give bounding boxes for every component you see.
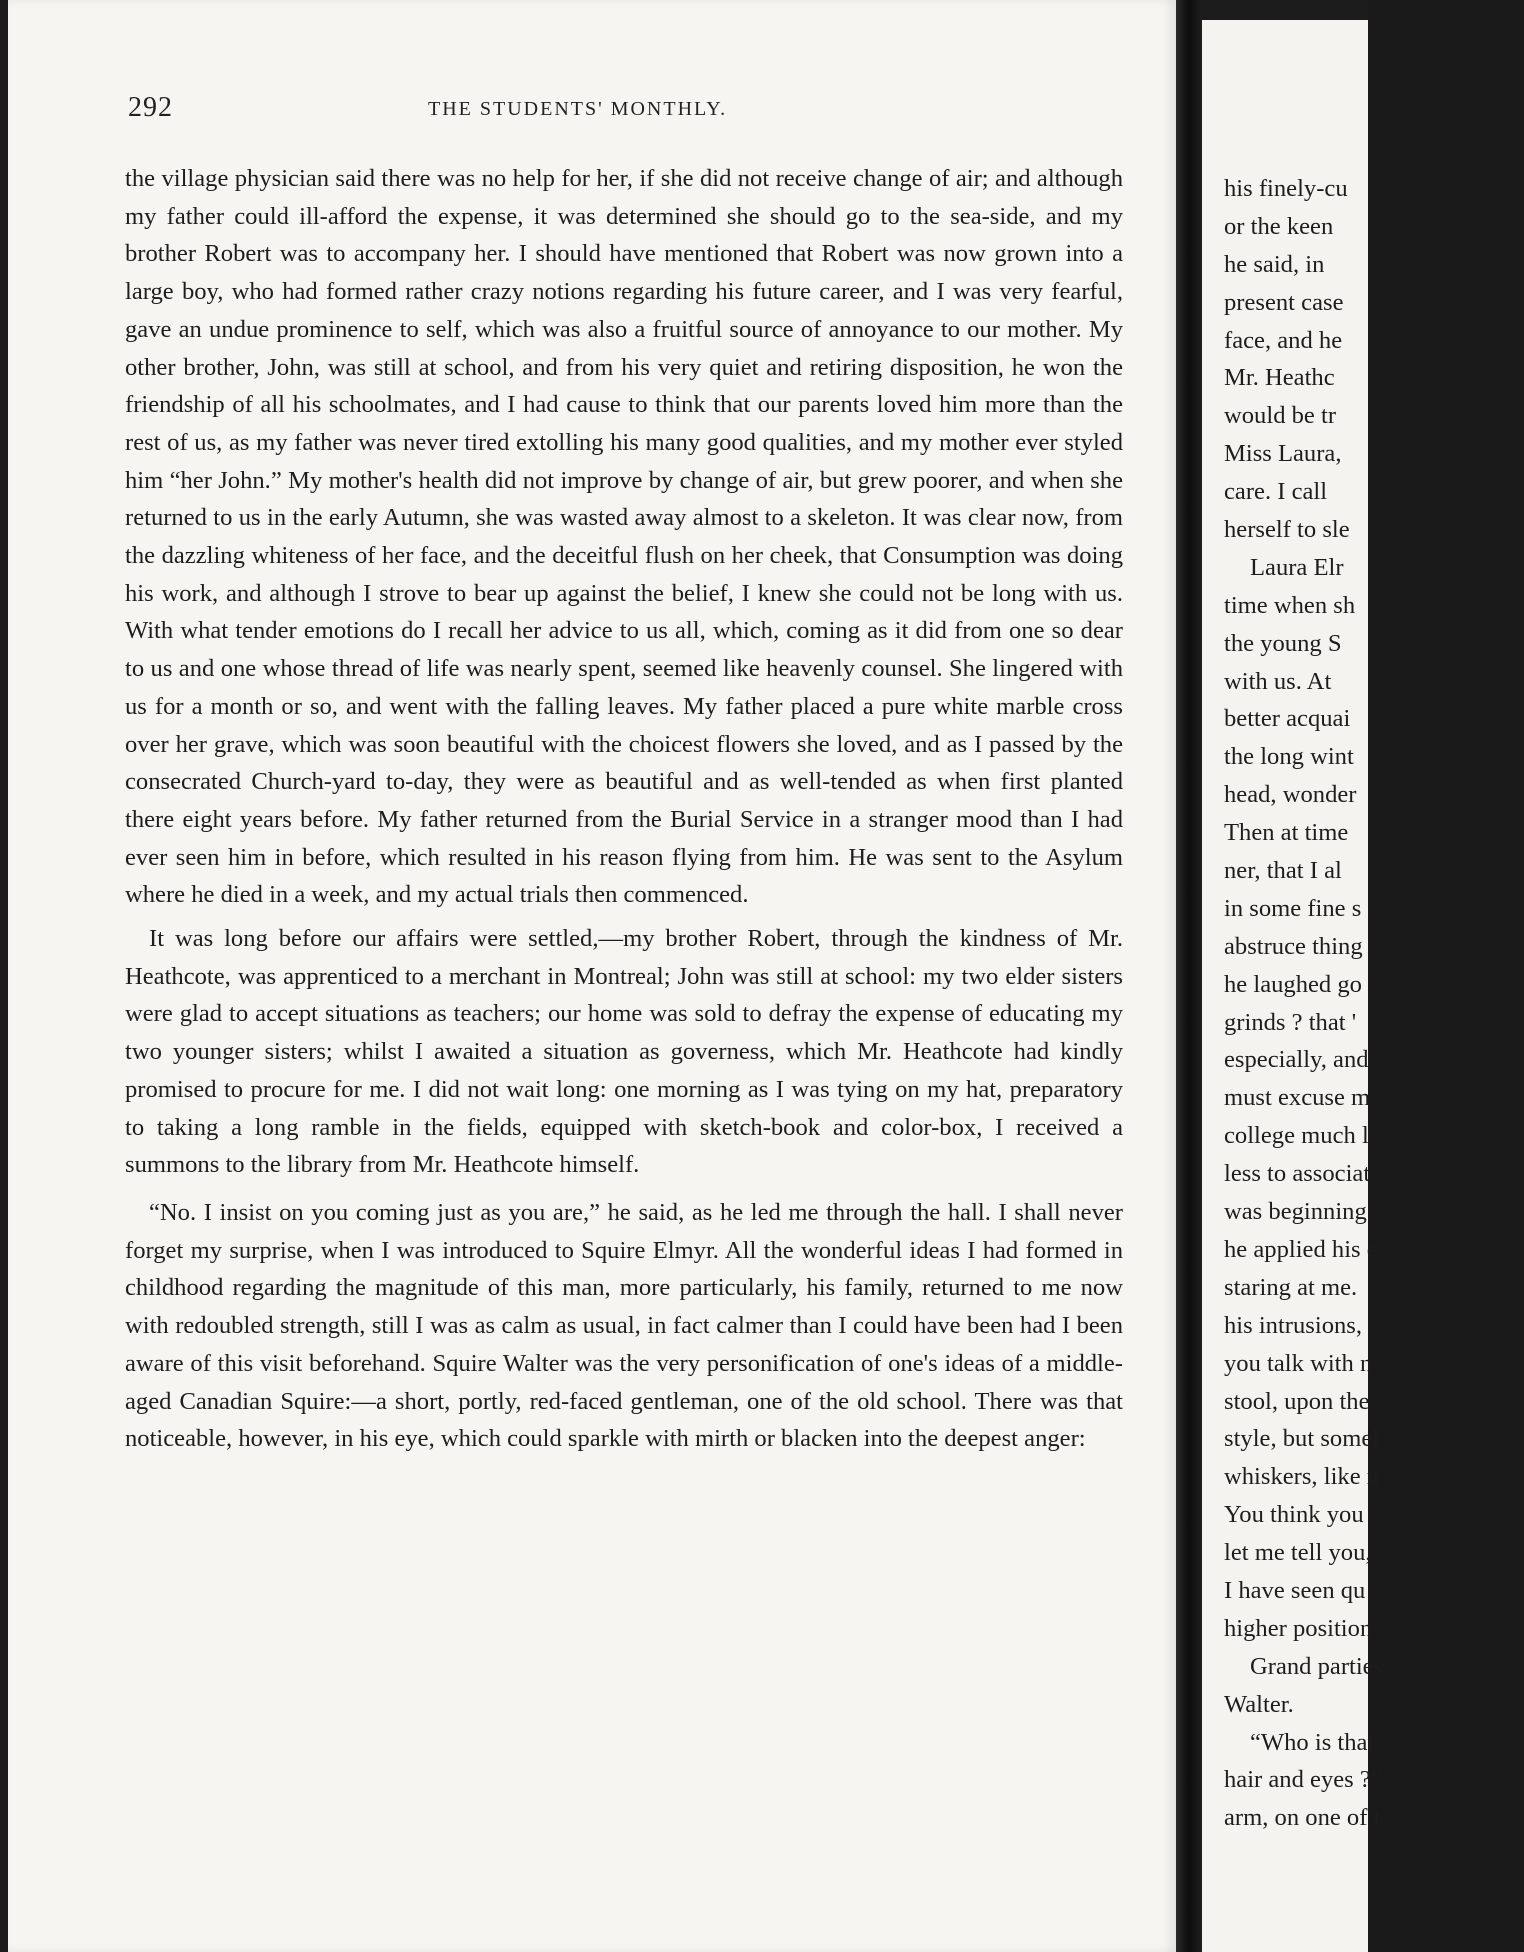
right-line: time when sh bbox=[1224, 591, 1356, 619]
book-gutter bbox=[1176, 0, 1202, 1952]
right-line: the young S bbox=[1224, 629, 1342, 657]
right-line: or the keen bbox=[1224, 212, 1334, 240]
right-line: better acquai bbox=[1224, 705, 1351, 733]
right-line: Grand parties bbox=[1250, 1652, 1384, 1680]
right-line: Walter. bbox=[1224, 1690, 1294, 1718]
right-line: care. I call bbox=[1224, 478, 1328, 506]
right-line: the long wint bbox=[1224, 743, 1354, 771]
right-line: “Who is that bbox=[1250, 1728, 1375, 1756]
right-line: hair and eyes ?” bbox=[1224, 1766, 1382, 1794]
right-line: herself to sle bbox=[1224, 516, 1350, 544]
right-line: less to associat bbox=[1224, 1160, 1371, 1188]
right-line: present case bbox=[1224, 288, 1344, 316]
right-line: he laughed go bbox=[1224, 970, 1362, 998]
right-line: he said, in bbox=[1224, 250, 1325, 278]
paragraph-2: It was long before our affairs were settled,—my brother Robert, through the kindness of Mr. Heathcote, was apprenticed to a merchant in Montreal; John was still at school: my two elder sisters were glad to accept situations as teachers; our home was sold to defray the expense of educating my two younger sisters; whilst I awaited a situation as governess, which Mr. Heathcote had kindly promised to procure for me. I did not wait long: one morning as I was tying on my hat, preparatory to taking a long ramble in the fields, equipped with sketch-book and color-box, I received a summons to the library from Mr. Heathcote himself. bbox=[125, 925, 1123, 1179]
right-line: whiskers, like n bbox=[1224, 1463, 1380, 1491]
right-line: grinds ? that ' bbox=[1224, 1008, 1357, 1036]
right-line: face, and he bbox=[1224, 326, 1343, 354]
right-page-body bbox=[1224, 170, 1524, 1837]
right-line: ner, that I al bbox=[1224, 857, 1342, 885]
left-page-body bbox=[125, 160, 1123, 1458]
right-line: arm, on one of t bbox=[1224, 1804, 1381, 1832]
page-number: 292 bbox=[128, 92, 173, 123]
right-line: stool, upon the bbox=[1224, 1387, 1370, 1415]
right-line: higher position bbox=[1224, 1614, 1373, 1642]
paragraph-3: “No. I insist on you coming just as you are,” he said, as he led me through the hall. I shall never forget my surprise, when I was introduced to Squire Elmyr. All the wonderful ideas I had formed in childhood regarding the magnitude of this man, more particularly, his family, returned to me now with redoubled strength, still I was as calm as usual, in fact calmer than I could have been had I been aware of this visit beforehand. Squire Walter was the very personification of one's ideas of a middle-aged Canadian Squire:—a short, portly, red-faced gentleman, one of the old school. There was that noticeable, however, in his eye, which could sparkle with mirth or blacken into the deepest anger: bbox=[125, 1198, 1123, 1453]
right-line: his intrusions, bbox=[1224, 1311, 1363, 1339]
right-line: staring at me. bbox=[1224, 1273, 1358, 1301]
paragraph-1: the village physician said there was no help for her, if she did not receive change of air; and although my father could ill-afford the expense, it was determined she should go to the sea-side, and my brother Robert was to accompany her. I should have mentioned that Robert was now grown into a large boy, who had formed rather crazy notions regarding his future career, and I was very fearful, gave an undue prominence to self, which was also a fruitful source of annoyance to our mother. My other brother, John, was still at school, and from his very quiet and retiring disposition, he won the friendship of all his schoolmates, and I had cause to think that our parents loved him more than the rest of us, as my father was never tired extolling his many good qualities, and my mother ever styled him “her John.” My mother's health did not improve by change of air, but grew poorer, and when she returned to us in the early Autumn, she was wasted away almost to a skeleton. It was clear now, from the dazzling whiteness of her face, and the deceitful flush on her cheek, that Consumption was doing his work, and although I strove to bear up against the belief, I knew she could not be long with us. With what tender emotions do I recall her advice to us all, which, coming as it did from one so dear to us and one whose thread of life was nearly spent, seemed like heavenly counsel. She lingered with us for a month or so, and went with the falling leaves. My father placed a pure white marble cross over her grave, which was soon beautiful with the choicest flowers she loved, and as I passed by the consecrated Church-yard to-day, they were as beautiful and as well-tended as when first planted there eight years before. My father returned from the Burial Service in a stranger mood than I had ever seen him in before, which resulted in his reason flying from him. He was sent to the Asylum where he died in a week, and my actual trials then commenced. bbox=[125, 165, 1123, 909]
right-line: Then at time bbox=[1224, 819, 1349, 847]
right-line: let me tell you, bbox=[1224, 1539, 1372, 1567]
right-line: head, wonder bbox=[1224, 781, 1357, 809]
right-line: college much l bbox=[1224, 1122, 1369, 1150]
right-line: he applied his e bbox=[1224, 1235, 1378, 1263]
right-line: Laura Elr bbox=[1250, 553, 1344, 581]
right-line: Mr. Heathc bbox=[1224, 364, 1335, 392]
right-line: You think you bbox=[1224, 1501, 1364, 1529]
right-line: with us. At bbox=[1224, 667, 1332, 695]
right-line: especially, and bbox=[1224, 1046, 1369, 1074]
right-line: in some fine s bbox=[1224, 894, 1362, 922]
right-line: abstruce thing bbox=[1224, 932, 1363, 960]
right-line: style, but somel bbox=[1224, 1425, 1380, 1453]
right-line: his finely-cu bbox=[1224, 175, 1348, 202]
right-line: was beginning bbox=[1224, 1198, 1367, 1226]
page-header bbox=[128, 92, 1128, 124]
right-page bbox=[1202, 20, 1384, 1952]
right-line: you talk with n bbox=[1224, 1349, 1373, 1377]
right-line: I have seen qu bbox=[1224, 1576, 1366, 1604]
right-line: Miss Laura, bbox=[1224, 440, 1342, 468]
right-line: must excuse m bbox=[1224, 1084, 1371, 1112]
right-line: would be tr bbox=[1224, 402, 1337, 430]
running-title: THE STUDENTS' MONTHLY. bbox=[428, 98, 728, 120]
